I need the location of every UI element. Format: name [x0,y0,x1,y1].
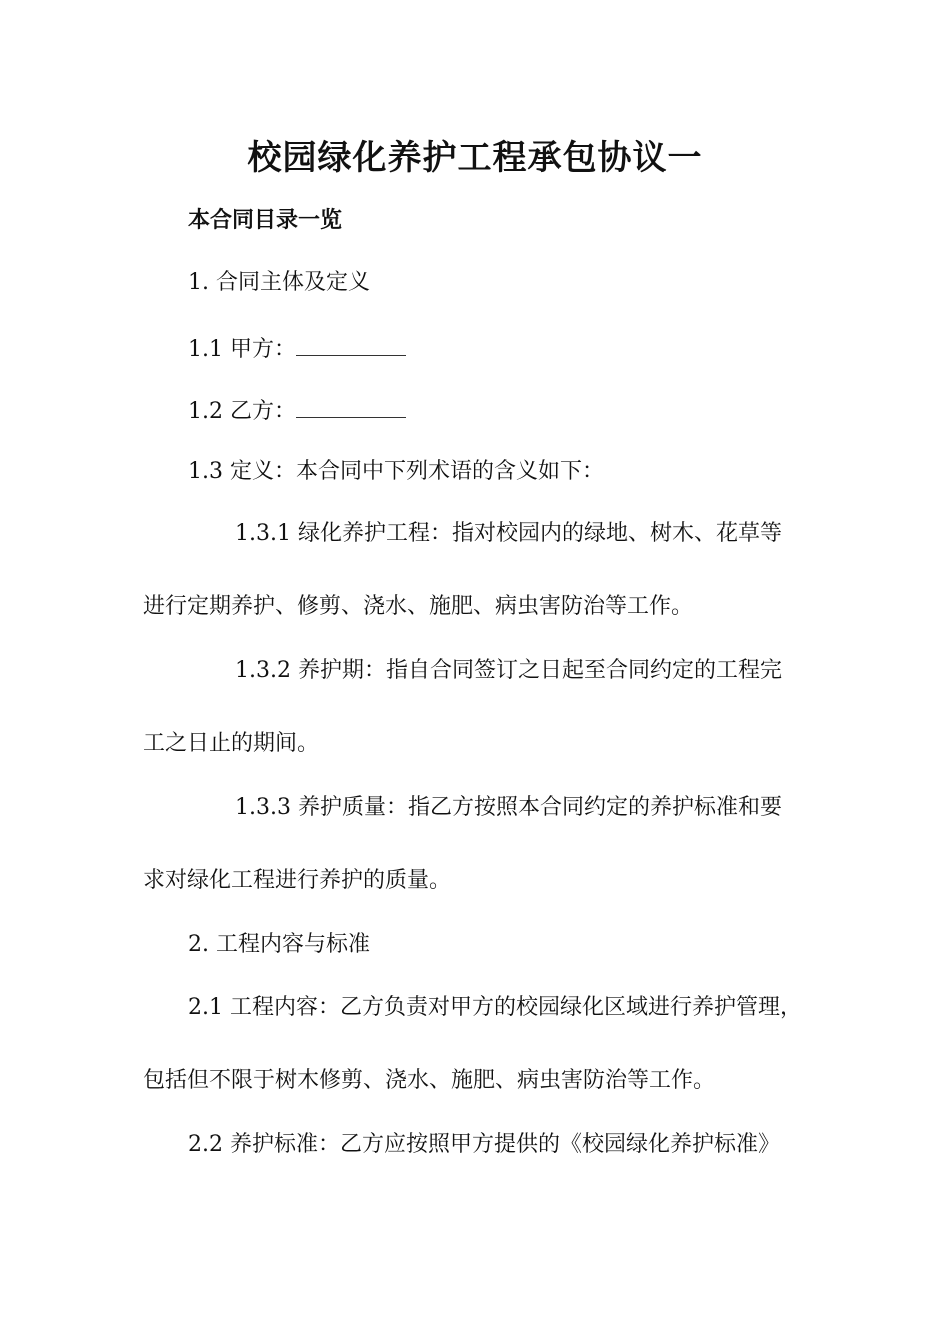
clause-1-1-text: 1.1 甲方： [188,337,296,362]
clause-2-2-line1: 2.2 养护标准：乙方应按照甲方提供的《校园绿化养护标准》 [188,1132,780,1157]
clause-1-3-2-line1: 1.3.2 养护期：指自合同签订之日起至合同约定的工程完 [235,658,782,683]
clause-1-2-text: 1.2 乙方： [188,399,296,424]
section-2-heading: 2. 工程内容与标准 [188,932,370,957]
clause-1-3-3-line2: 求对绿化工程进行养护的质量。 [143,868,452,893]
clause-1-3: 1.3 定义：本合同中下列术语的含义如下： [188,459,604,484]
clause-1-3-1-line2: 进行定期养护、修剪、浇水、施肥、病虫害防治等工作。 [143,594,694,619]
section-1-heading: 1. 合同主体及定义 [188,270,370,295]
clause-1-3-1-line1: 1.3.1 绿化养护工程：指对校园内的绿地、树木、花草等 [235,521,782,546]
clause-1-3-3-line1: 1.3.3 养护质量：指乙方按照本合同约定的养护标准和要 [235,795,782,820]
party-b-blank[interactable] [296,395,406,418]
clause-2-1-line1: 2.1 工程内容：乙方负责对甲方的校园绿化区域进行养护管理， [188,995,802,1020]
clause-1-1 [188,333,406,365]
clause-1-2 [188,395,406,427]
party-a-blank[interactable] [296,333,406,356]
document-title: 校园绿化养护工程承包协议一 [247,138,703,178]
clause-2-1-line2: 包括但不限于树木修剪、浇水、施肥、病虫害防治等工作。 [143,1068,716,1093]
toc-heading: 本合同目录一览 [188,208,343,233]
clause-1-3-2-line2: 工之日止的期间。 [143,731,320,756]
